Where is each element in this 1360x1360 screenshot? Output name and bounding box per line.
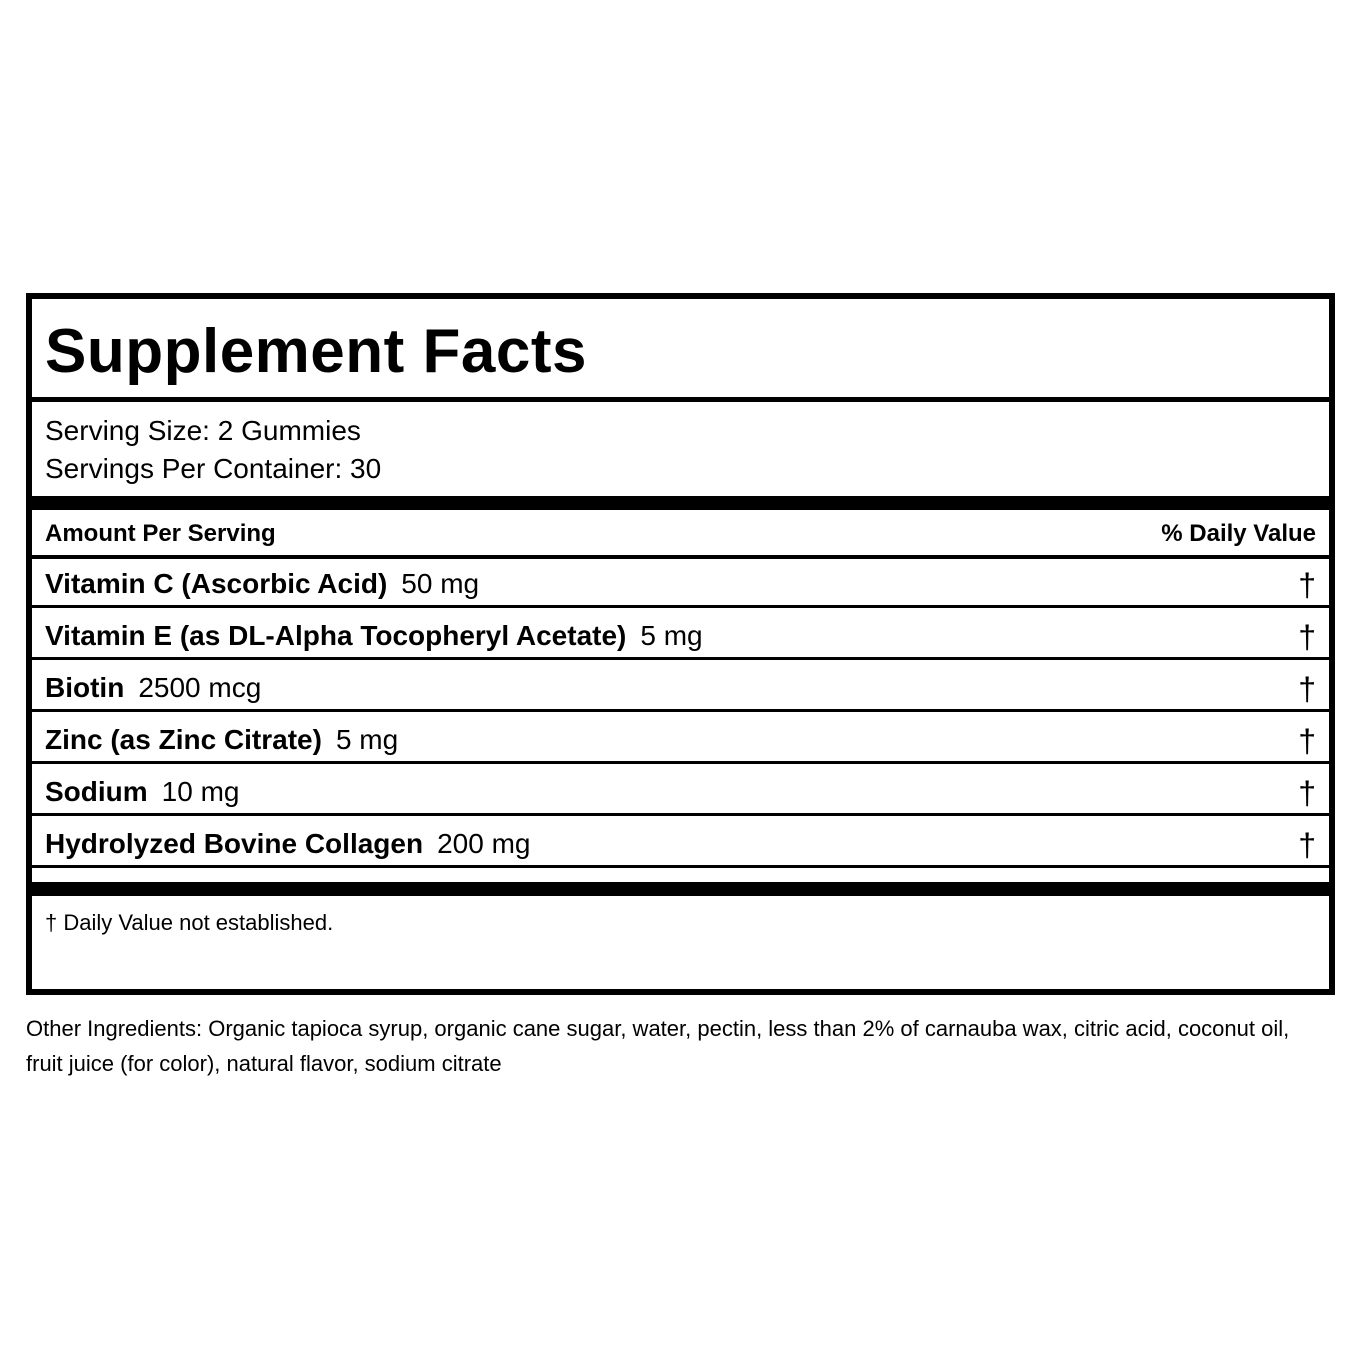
- panel-title: Supplement Facts: [45, 317, 587, 386]
- nutrient-amount: 5 mg: [335, 724, 399, 755]
- nutrient-amount: 2500 mcg: [138, 672, 262, 703]
- nutrient-amount: 5 mg: [640, 620, 703, 651]
- row-divider: [32, 865, 1329, 868]
- nutrient-daily-value: †: [1298, 827, 1316, 863]
- other-ingredients: Other Ingredients: Organic tapioca syrup, organic cane sugar, water, pectin, less than 2% of carnauba wax, citric acid, coconut oil, fruit juice (for color), natural flavor, sodium citrate: [26, 1016, 1290, 1076]
- servings-per-container: Servings Per Container: 30: [45, 453, 382, 484]
- nutrient-row: [32, 715, 1329, 764]
- nutrient-name: Sodium: [45, 776, 148, 807]
- amount-per-serving-header: Amount Per Serving: [45, 520, 276, 547]
- nutrient-daily-value: †: [1298, 775, 1316, 811]
- nutrient-daily-value: †: [1298, 671, 1316, 707]
- nutrient-row: [32, 559, 1329, 608]
- nutrient-name: Biotin: [45, 672, 125, 703]
- nutrient-amount: 50 mg: [401, 568, 480, 599]
- thick-divider-top: [32, 496, 1329, 510]
- daily-value-header: % Daily Value: [1161, 520, 1316, 547]
- nutrient-name: Zinc (as Zinc Citrate): [45, 724, 322, 755]
- thick-divider-bottom: [32, 882, 1329, 896]
- serving-size: Serving Size: 2 Gummies: [45, 415, 361, 446]
- nutrient-amount: 10 mg: [161, 776, 240, 807]
- nutrient-name: Vitamin E (as DL-Alpha Tocopheryl Acetate): [45, 620, 627, 651]
- row-divider: [32, 813, 1329, 816]
- supplement-facts-panel: [26, 293, 1335, 995]
- nutrient-daily-value: †: [1298, 723, 1316, 759]
- nutrient-amount: 200 mg: [437, 828, 531, 859]
- footnote: † Daily Value not established.: [45, 910, 334, 935]
- nutrient-name: Vitamin C (Ascorbic Acid): [45, 568, 388, 599]
- nutrient-daily-value: †: [1298, 567, 1316, 603]
- row-divider: [32, 761, 1329, 764]
- title-divider: [32, 397, 1329, 402]
- nutrient-row: [32, 767, 1329, 816]
- nutrient-name: Hydrolyzed Bovine Collagen: [45, 828, 424, 859]
- nutrient-row: [32, 819, 1329, 868]
- row-divider: [32, 605, 1329, 608]
- row-divider: [32, 657, 1329, 660]
- nutrient-row: [32, 611, 1329, 660]
- row-divider: [32, 709, 1329, 712]
- nutrient-row: [32, 663, 1329, 712]
- nutrient-daily-value: †: [1298, 619, 1316, 655]
